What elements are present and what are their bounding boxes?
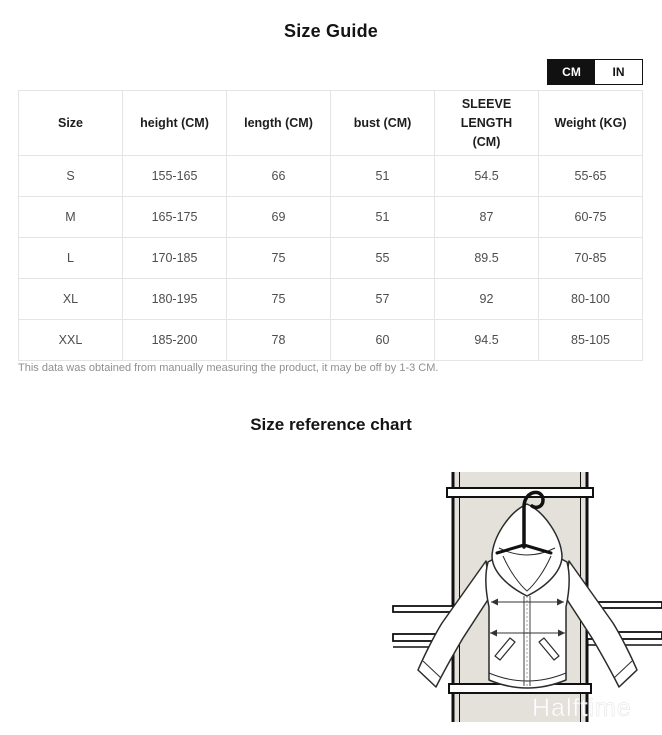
table-cell: 51: [331, 156, 435, 197]
watermark: Halftime: [532, 694, 632, 722]
table-row: [19, 279, 643, 320]
table-cell: 51: [331, 197, 435, 238]
measurement-disclaimer: This data was obtained from manually measuring the product, it may be off by 1-3 CM.: [18, 362, 439, 374]
column-header: Weight (KG): [539, 91, 643, 156]
unit-in-button[interactable]: IN: [595, 60, 642, 84]
table-cell: S: [19, 156, 123, 197]
table-cell: 55-65: [539, 156, 643, 197]
table-cell: 80-100: [539, 279, 643, 320]
table-cell: 75: [227, 279, 331, 320]
table-cell: 70-85: [539, 238, 643, 279]
page-title: Size Guide: [283, 21, 379, 41]
table-cell: M: [19, 197, 123, 238]
table-row: [19, 156, 643, 197]
table-cell: 78: [227, 320, 331, 361]
table-cell: XL: [19, 279, 123, 320]
table-cell: 75: [227, 238, 331, 279]
column-header: height (CM): [123, 91, 227, 156]
table-row: [19, 320, 643, 361]
column-header: length (CM): [227, 91, 331, 156]
table-cell: 180-195: [123, 279, 227, 320]
table-cell: 60-75: [539, 197, 643, 238]
table-cell: 155-165: [123, 156, 227, 197]
column-header: bust (CM): [331, 91, 435, 156]
table-cell: 87: [435, 197, 539, 238]
table-cell: XXL: [19, 320, 123, 361]
unit-cm-button[interactable]: CM: [548, 60, 595, 84]
unit-toggle: [547, 59, 643, 85]
column-header: SLEEVE LENGTH (CM): [435, 91, 539, 156]
table-cell: 89.5: [435, 238, 539, 279]
table-cell: 185-200: [123, 320, 227, 361]
size-table: [18, 90, 643, 361]
table-cell: 94.5: [435, 320, 539, 361]
table-cell: 54.5: [435, 156, 539, 197]
table-cell: 57: [331, 279, 435, 320]
section-title: Size reference chart: [250, 415, 412, 434]
table-cell: 85-105: [539, 320, 643, 361]
table-cell: 165-175: [123, 197, 227, 238]
table-cell: 66: [227, 156, 331, 197]
table-cell: 170-185: [123, 238, 227, 279]
table-cell: 69: [227, 197, 331, 238]
table-cell: 92: [435, 279, 539, 320]
jacket-illustration: [418, 504, 637, 688]
size-reference-illustration: [330, 455, 662, 735]
table-cell: 60: [331, 320, 435, 361]
column-header: Size: [19, 91, 123, 156]
table-row: [19, 197, 643, 238]
table-row: [19, 238, 643, 279]
table-cell: 55: [331, 238, 435, 279]
table-cell: L: [19, 238, 123, 279]
table-header-row: [19, 91, 643, 156]
